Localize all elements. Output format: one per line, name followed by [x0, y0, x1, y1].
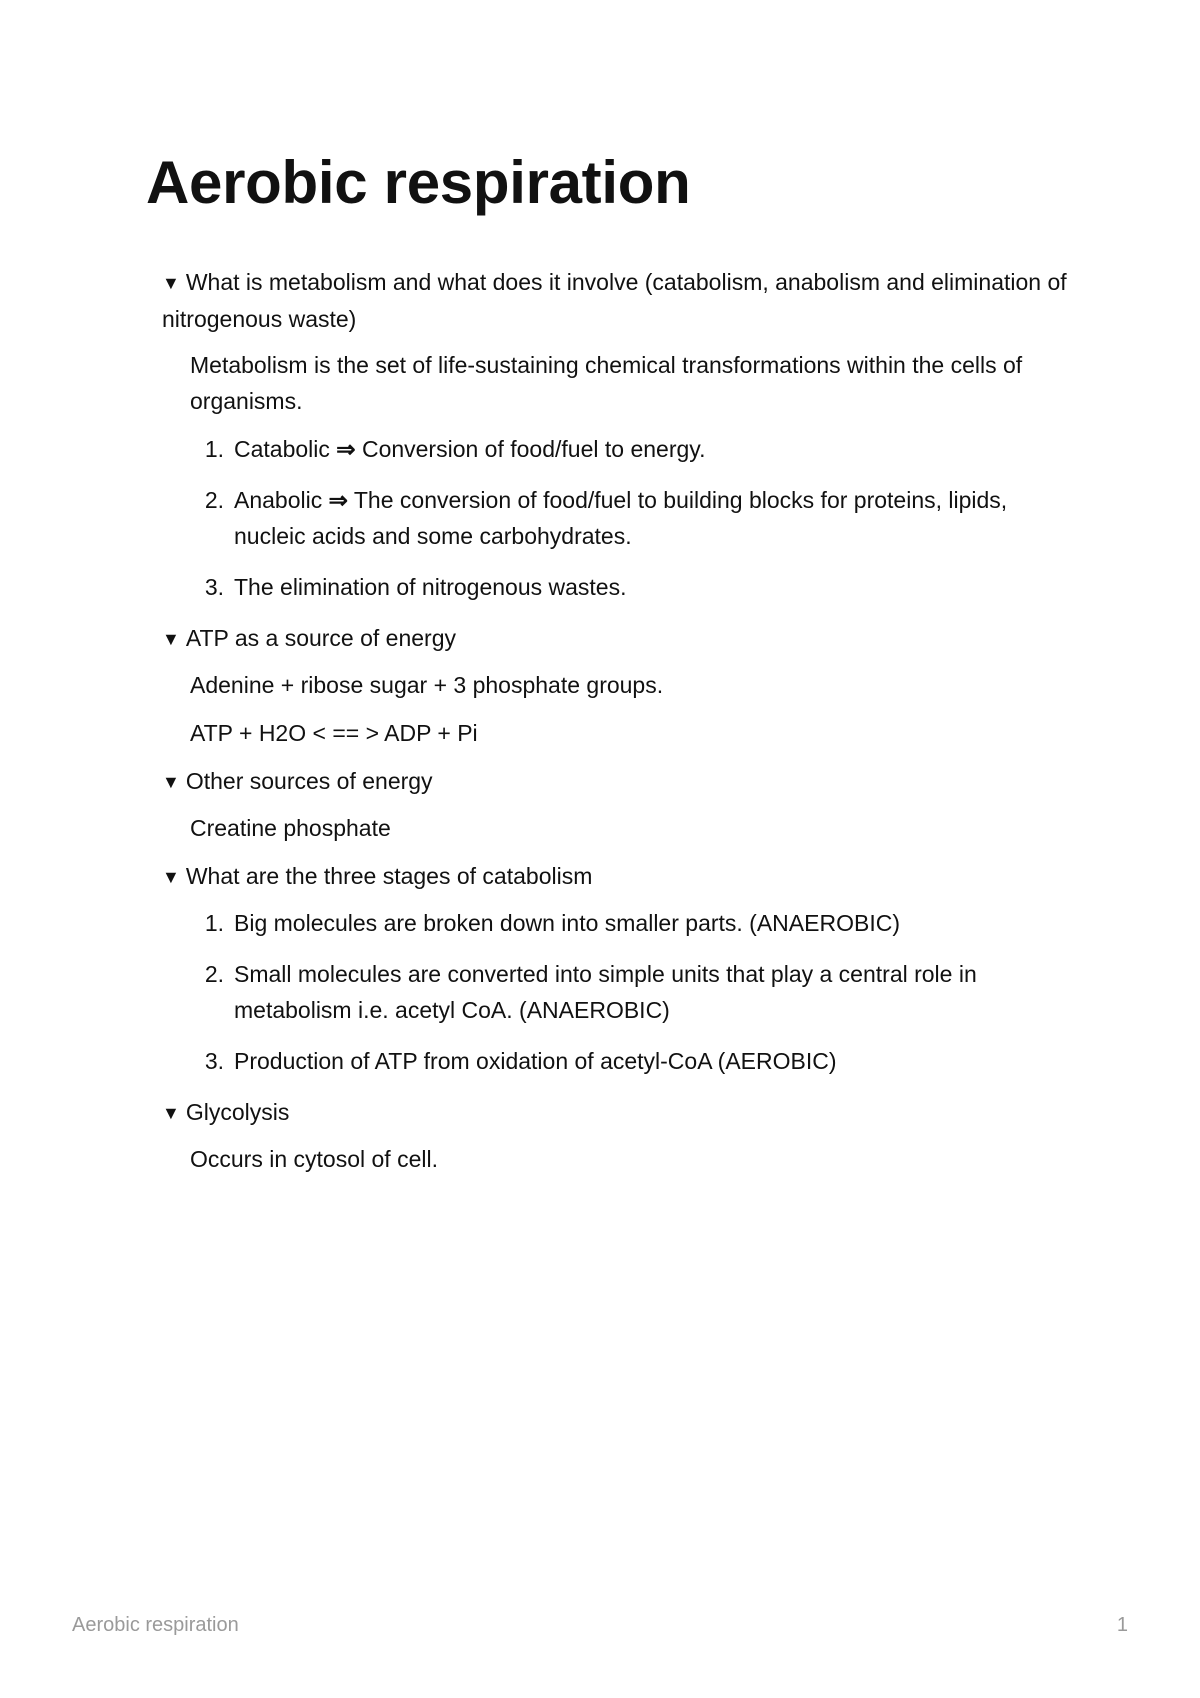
toggle-body — [162, 905, 1082, 1079]
toggle-triangle-down-icon[interactable]: ▼ — [162, 772, 180, 792]
list-item — [190, 956, 1082, 1028]
list-number: 3. — [204, 574, 224, 600]
list-item-text: Big molecules are broken down into smaller parts. (ANAEROBIC) — [234, 910, 900, 936]
toggle-heading: Other sources of energy — [185, 768, 433, 794]
list-number: 2. — [204, 961, 224, 987]
toggle-summary[interactable] — [162, 763, 1082, 800]
implies-arrow-icon: ⇒ — [336, 436, 356, 462]
toggle-metabolism — [162, 264, 1082, 605]
list-item — [190, 569, 1082, 605]
list-number: 1. — [204, 436, 224, 462]
page-title: Aerobic respiration — [146, 149, 691, 216]
page-number: 1 — [1116, 1614, 1128, 1636]
paragraph: Adenine + ribose sugar + 3 phosphate groups. — [190, 672, 664, 698]
list-item-lead: Catabolic — [234, 436, 330, 462]
toggle-body — [162, 1141, 1082, 1177]
paragraph-equation: ATP + H2O < == > ADP + Pi — [190, 720, 478, 746]
list-item-text: Conversion of food/fuel to energy. — [355, 436, 706, 462]
list-item-text: Production of ATP from oxidation of acetyl-CoA (AEROBIC) — [234, 1048, 837, 1074]
toggle-heading: What are the three stages of catabolism — [185, 863, 593, 889]
toggle-triangle-down-icon[interactable]: ▼ — [162, 1103, 180, 1123]
document-body — [162, 264, 1082, 1189]
toggle-atp — [162, 620, 1082, 751]
list-item-text: Small molecules are converted into simple units that play a central role in metabolism i.e. acetyl CoA. (ANAEROBIC) — [234, 961, 977, 1023]
toggle-other-energy — [162, 763, 1082, 846]
list-number: 2. — [204, 487, 224, 513]
list-item — [190, 1043, 1082, 1079]
toggle-body — [162, 347, 1082, 605]
footer-title: Aerobic respiration — [72, 1614, 239, 1636]
toggle-summary[interactable] — [162, 1094, 1082, 1131]
toggle-heading: ATP as a source of energy — [185, 625, 457, 651]
toggle-summary[interactable] — [162, 264, 1082, 337]
toggle-heading: Glycolysis — [185, 1099, 290, 1125]
paragraph: Creatine phosphate — [190, 815, 391, 841]
numbered-list — [190, 431, 1082, 605]
list-item-lead: Anabolic — [234, 487, 323, 513]
toggle-summary[interactable] — [162, 858, 1082, 895]
toggle-catabolism-stages — [162, 858, 1082, 1079]
list-item — [190, 482, 1082, 554]
list-number: 1. — [204, 910, 224, 936]
toggle-summary[interactable] — [162, 620, 1082, 657]
toggle-glycolysis — [162, 1094, 1082, 1177]
toggle-heading: What is metabolism and what does it involve (catabolism, anabolism and elimination of nitrogenous waste) — [162, 269, 1067, 332]
toggle-triangle-down-icon[interactable]: ▼ — [162, 273, 180, 293]
list-item-text: The elimination of nitrogenous wastes. — [234, 574, 627, 600]
list-item — [190, 905, 1082, 941]
list-item — [190, 431, 1082, 467]
list-number: 3. — [204, 1048, 224, 1074]
numbered-list — [190, 905, 1082, 1079]
paragraph: Metabolism is the set of life-sustaining chemical transformations within the cells of organisms. — [190, 352, 1023, 414]
toggle-triangle-down-icon[interactable]: ▼ — [162, 629, 180, 649]
toggle-body — [162, 810, 1082, 846]
page-footer — [72, 1614, 1128, 1637]
toggle-body — [162, 667, 1082, 751]
implies-arrow-icon: ⇒ — [328, 487, 348, 513]
list-item-text: The conversion of food/fuel to building blocks for proteins, lipids, nucleic acids and some carbohydrates. — [234, 487, 1008, 549]
toggle-triangle-down-icon[interactable]: ▼ — [162, 867, 180, 887]
paragraph: Occurs in cytosol of cell. — [190, 1146, 438, 1172]
